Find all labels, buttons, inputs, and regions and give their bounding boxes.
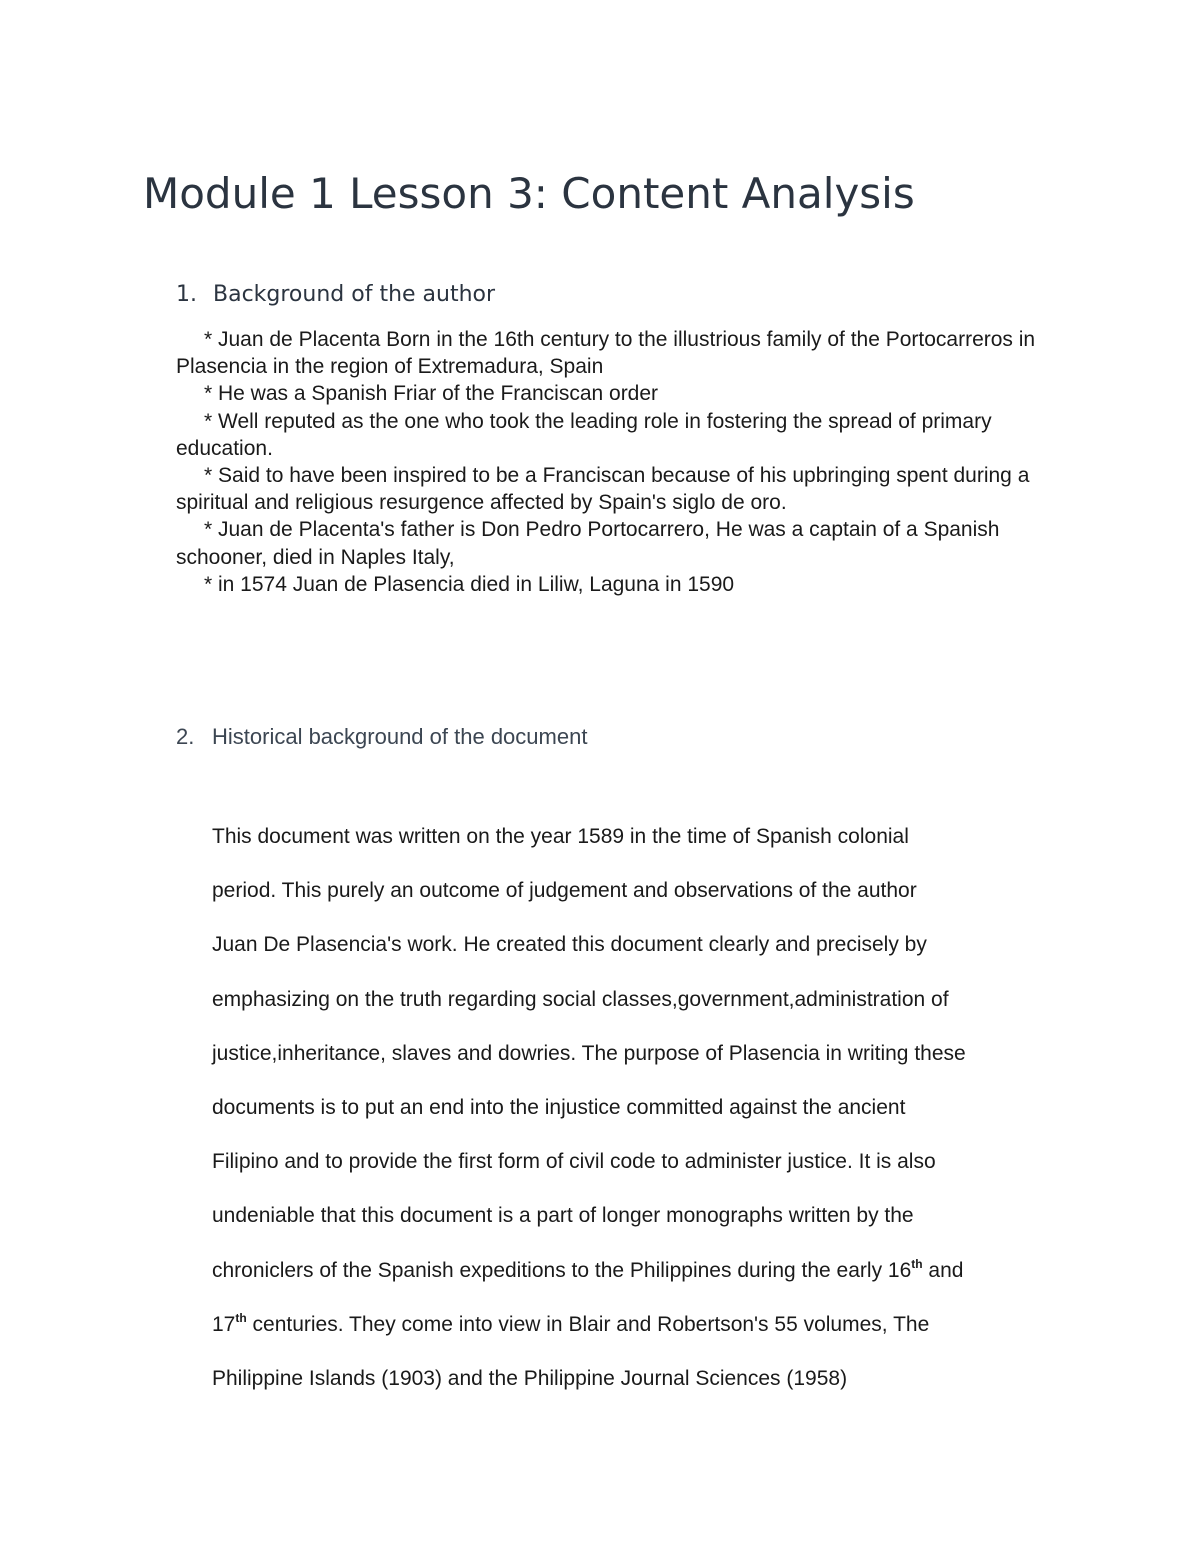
author-background-list — [176, 326, 1076, 598]
section-2-heading — [176, 722, 587, 752]
paragraph-line: justice,inheritance, slaves and dowries. The purpose of Plasencia in writing these — [212, 1041, 966, 1065]
section-1-heading-text: Background of the author — [213, 282, 496, 307]
paragraph-line: documents is to put an end into the injustice committed against the ancient — [212, 1095, 906, 1119]
line-tail: centuries. They come into view in Blair and Robertson's 55 volumes, The — [246, 1312, 930, 1336]
paragraph-line: Filipino and to provide the first form of civil code to administer justice. It is also — [212, 1150, 936, 1174]
paragraph-line: emphasizing on the truth regarding social classes,government,administration of — [212, 987, 949, 1011]
paragraph-line — [212, 1252, 1082, 1306]
author-bullet: * in 1574 Juan de Plasencia died in Liliw, Laguna in 1590 — [204, 572, 735, 596]
paragraph-line: This document was written on the year 1589 in the time of Spanish colonial — [212, 825, 909, 848]
paragraph-line: period. This purely an outcome of judgement and observations of the author — [212, 879, 917, 903]
superscript-th: th — [235, 1310, 247, 1325]
line-text: chroniclers of the Spanish expeditions to the Philippines during the early 16 — [212, 1258, 912, 1282]
author-bullet: * Said to have been inspired to be a Franciscan because of his upbringing spent during a spiritual and religious resurgence affected by Spain's siglo de oro. — [176, 464, 1030, 515]
author-bullet: * He was a Spanish Friar of the Franciscan order — [204, 382, 659, 406]
historical-background-paragraph — [212, 818, 1082, 1414]
line-tail: and — [922, 1258, 964, 1282]
author-bullet: * Juan de Placenta's father is Don Pedro Portocarrero, He was a captain of a Spanish schooner, died in Naples Italy, — [176, 518, 1000, 569]
paragraph-line: Juan De Plasencia's work. He created this document clearly and precisely by — [212, 933, 927, 957]
section-2-heading-text: Historical background of the document — [212, 724, 588, 749]
paragraph-line: Philippine Islands (1903) and the Philippine Journal Sciences (1958) — [212, 1366, 848, 1390]
section-2-number: 2. — [176, 724, 195, 749]
document-title: Module 1 Lesson 3: Content Analysis — [143, 169, 915, 218]
author-bullet: * Well reputed as the one who took the leading role in fostering the spread of primary education. — [176, 409, 992, 460]
paragraph-line — [212, 1306, 1082, 1360]
author-bullet: * Juan de Placenta Born in the 16th century to the illustrious family of the Portocarreros in Plasencia in the region of Extremadura, Spain — [176, 328, 1036, 379]
section-1-number: 1. — [176, 282, 197, 307]
line-text: 17 — [212, 1312, 236, 1336]
section-1-heading — [176, 280, 495, 310]
superscript-th: th — [911, 1256, 923, 1271]
paragraph-line: undeniable that this document is a part of longer monographs written by the — [212, 1204, 914, 1228]
